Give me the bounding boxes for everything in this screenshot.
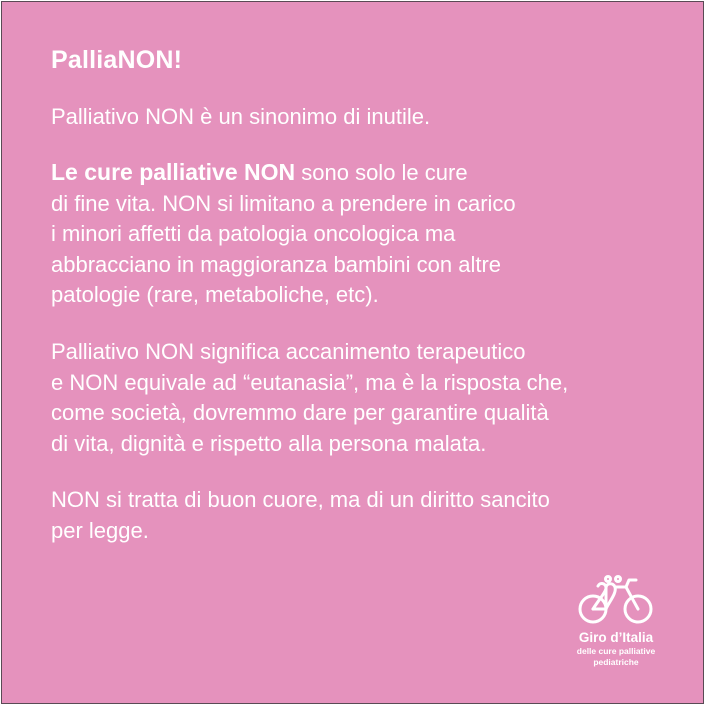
paragraph-line: come società, dovremmo dare per garantire qualità [51, 400, 549, 425]
post-title: PalliaNON! [51, 46, 183, 74]
paragraph-line: Palliativo NON significa accanimento terapeutico [51, 339, 526, 364]
paragraph-line: i minori affetti da patologia oncologica ma [51, 221, 456, 246]
logo-subtitle-line2: pediatriche [593, 657, 639, 667]
giro-italia-logo [554, 574, 678, 668]
logo-name: Giro d’Italia [578, 630, 654, 645]
paragraph-intro [51, 102, 430, 133]
paragraph-line: per legge. [51, 517, 149, 543]
post-card [1, 1, 704, 704]
paragraph-line [51, 157, 516, 189]
bicycle-heart-icon [576, 574, 656, 626]
logo-subtitle-line1: delle cure palliative [576, 646, 656, 656]
paragraph-line: patologie (rare, metaboliche, etc). [51, 282, 379, 307]
paragraph-line: di fine vita. NON si limitano a prendere in carico [51, 190, 516, 216]
paragraph-accanimento [51, 337, 568, 459]
paragraph-line: e NON equivale ad “eutanasia”, ma è la risposta che, [51, 369, 569, 395]
intro-line: Palliativo NON è un sinonimo di inutile. [51, 104, 431, 129]
paragraph-diritto [51, 485, 550, 546]
paragraph-cure-palliative [51, 157, 516, 311]
paragraph-line: abbracciano in maggioranza bambini con altre [51, 251, 502, 277]
bold-lead: Le cure palliative NON [51, 159, 296, 185]
line-text: sono solo le cure [295, 160, 468, 185]
paragraph-line: di vita, dignità e rispetto alla persona malata. [51, 430, 487, 456]
paragraph-line: NON si tratta di buon cuore, ma di un diritto sancito [51, 487, 550, 512]
